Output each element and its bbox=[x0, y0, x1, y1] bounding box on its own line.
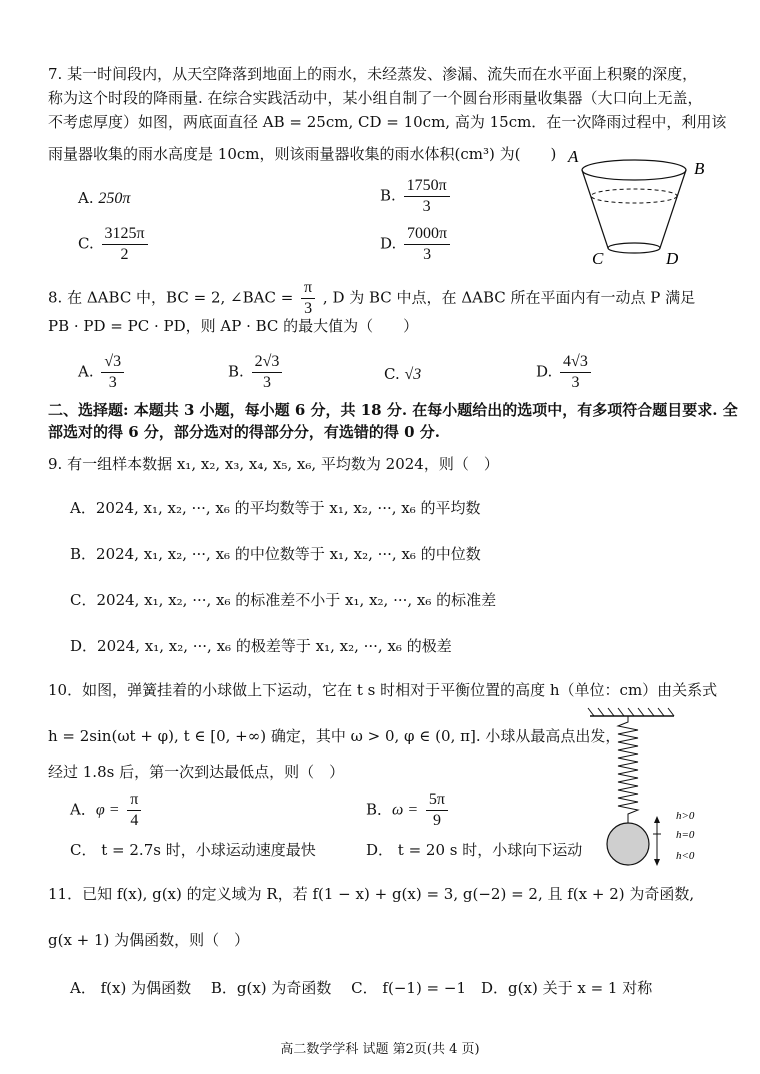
page-footer: 高二数学学科 试题 第2页(共 4 页) bbox=[280, 1042, 480, 1057]
frustum-figure bbox=[560, 140, 710, 270]
q9-stem: 9. 有一组样本数据 x₁, x₂, x₃, x₄, x₅, x₆, 平均数为 2024，则（ ） bbox=[48, 455, 499, 473]
q11-line-2: g(x + 1) 为偶函数，则（ ） bbox=[48, 931, 250, 949]
h-positive-label: h>0 bbox=[676, 810, 695, 822]
q9-option-a: A．2024, x₁, x₂, ···, x₆ 的平均数等于 x₁, x₂, ···, x₆ 的平均数 bbox=[70, 499, 481, 517]
section-2-line-2: 部选对的得 6 分，部分选对的得部分分，有选错的得 0 分. bbox=[48, 423, 440, 441]
q10-option-a: A．φ = $\frac{\pi}{4}$ bbox=[70, 790, 144, 831]
q7-line-4: 雨量器收集的雨水高度是 10cm，则该雨量器收集的雨水体积(cm³) 为( ) bbox=[48, 145, 557, 163]
q7-line-1: 7. 某一时间段内，从天空降落到地面上的雨水，未经蒸发、渗漏、流失而在水平面上积聚的深度， bbox=[48, 65, 698, 83]
q9-option-d: D．2024, x₁, x₂, ···, x₆ 的极差等于 x₁, x₂, ···, x₆ 的极差 bbox=[70, 637, 452, 655]
q11-line-1: 11．已知 f(x), g(x) 的定义域为 R，若 f(1 − x) + g(x) = 3, g(−2) = 2, 且 f(x + 2) 为奇函数, bbox=[48, 885, 695, 903]
q11-options: A． f(x) 为偶函数 B．g(x) 为奇函数 C． f(−1) = −1 D．g(x) 关于 x = 1 对称 bbox=[70, 979, 653, 997]
q8-line-2: PB · PD = PC · PD，则 AP · BC 的最大值为（ ） bbox=[48, 317, 419, 335]
q7-line-3: 不考虑厚度）如图，两底面直径 AB = 25cm, CD = 10cm, 高为 15cm．在一次降雨过程中，利用该 bbox=[48, 113, 727, 131]
q7-option-c: C. $\frac{3125\pi}{2}$ bbox=[78, 224, 151, 265]
section-2-line-1: 二、选择题: 本题共 3 小题，每小题 6 分，共 18 分. 在每小题给出的选项中，有多项符合题目要求. 全 bbox=[48, 401, 738, 419]
q7-option-b: B. $\frac{1750\pi}{3}$ bbox=[380, 176, 453, 217]
q8-option-b: B. $\frac{2√3}{3}$ bbox=[228, 352, 285, 393]
q10-line-2: h = 2sin(ωt + φ), t ∈ [0, +∞) 确定，其中 ω > 0, φ ∈ (0, π]. 小球从最高点出发， bbox=[48, 727, 621, 745]
q7-line-2: 称为这个时段的降雨量. 在综合实践活动中，某小组自制了一个圆台形雨量收集器（大口向上无盖， bbox=[48, 89, 703, 107]
h-zero-label: h=0 bbox=[676, 829, 695, 841]
q8-option-d: D. $\frac{4√3}{3}$ bbox=[536, 352, 594, 393]
q10-option-b: B．ω = $\frac{5\pi}{9}$ bbox=[366, 790, 451, 831]
q8-option-a: A. $\frac{√3}{3}$ bbox=[78, 352, 127, 393]
q9-option-c: C．2024, x₁, x₂, ···, x₆ 的标准差不小于 x₁, x₂, ···, x₆ 的标准差 bbox=[70, 591, 497, 609]
q10-line-1: 10．如图，弹簧挂着的小球做上下运动，它在 t s 时相对于平衡位置的高度 h（单位：cm）由关系式 bbox=[48, 681, 718, 699]
label-c: C bbox=[592, 249, 604, 268]
h-negative-label: h<0 bbox=[676, 850, 695, 862]
q10-option-c: C． t = 2.7s 时，小球运动速度最快 bbox=[70, 841, 316, 859]
q9-option-b: B．2024, x₁, x₂, ···, x₆ 的中位数等于 x₁, x₂, ···, x₆ 的中位数 bbox=[70, 545, 481, 563]
label-b: B bbox=[694, 159, 705, 178]
q10-line-3: 经过 1.8s 后，第一次到达最低点，则（ ） bbox=[48, 763, 345, 781]
q7-option-d: D. $\frac{7000\pi}{3}$ bbox=[380, 224, 453, 265]
q10-option-d: D． t = 20 s 时，小球向下运动 bbox=[366, 841, 583, 859]
q8-option-c: C. √3 bbox=[384, 365, 422, 383]
q7-option-a: A. 250π bbox=[78, 189, 131, 207]
spring-figure bbox=[584, 706, 714, 872]
label-d: D bbox=[666, 249, 679, 268]
q8-line-1: 8. 在 ΔABC 中，BC = 2, ∠BAC = $\frac{\pi}{3}$ , D 为 BC 中点，在 ΔABC 所在平面内有一动点 P 满足 bbox=[48, 279, 696, 317]
label-a: A bbox=[568, 147, 579, 166]
